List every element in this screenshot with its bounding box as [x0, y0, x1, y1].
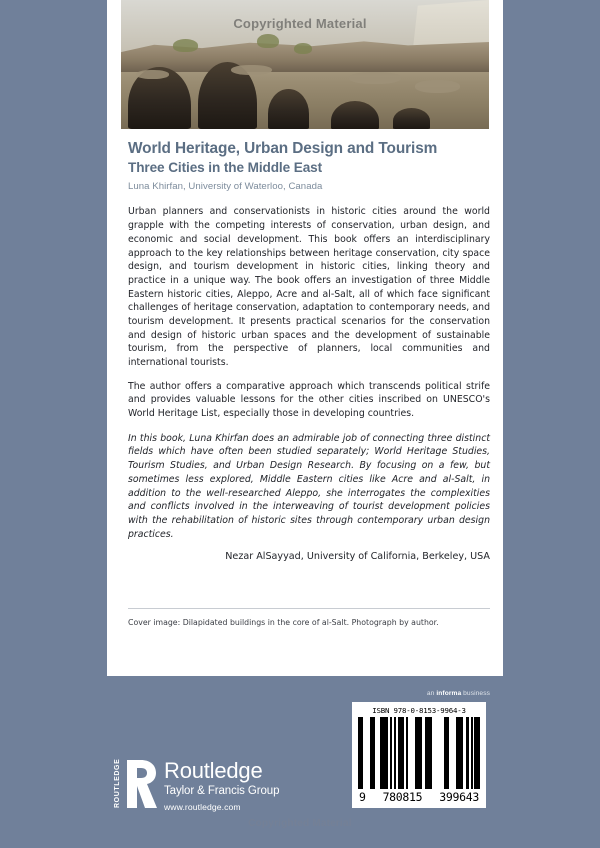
isbn-barcode — [352, 702, 486, 808]
informa-business-line — [352, 690, 490, 697]
endorsement-attribution: Nezar AlSayyad, University of California, Berkeley, USA — [225, 551, 490, 563]
blurb-paragraph-2: The author offers a comparative approach which transcends political strife and provides valuable lessons for the other cities inscribed on UNESCO's World Heritage List, especially those in developing countries. — [128, 380, 490, 420]
routledge-logo — [112, 760, 312, 815]
barcode-digit-group: 399643 — [439, 790, 479, 804]
cover-image-credit: Cover image: Dilapidated buildings in the core of al-Salt. Photograph by author. — [128, 618, 439, 627]
endorsement-quote: In this book, Luna Khirfan does an admirable job of connecting three distinct fields which have often been studied separately; World Heritage Studies, Tourism Studies, and Urban Design Research. By focusing on a few, but sometimes less explored, Middle Eastern cities like Acre and al-Salt, in addition to the well-researched Aleppo, she interrogates the complexities and conflicts involved in the interweaving of tourist development policies with the rehabilitation of historic sites through contemporary urban design practices. — [128, 432, 490, 540]
photo-rubble — [415, 80, 459, 93]
informa-suffix: business — [461, 690, 490, 697]
barcode-digit-group: 9 — [359, 790, 366, 804]
photo-vegetation — [294, 43, 312, 55]
cover-text-block — [128, 140, 490, 562]
book-back-cover-card — [107, 0, 503, 676]
barcode-digits — [358, 790, 480, 804]
informa-brand: informa — [436, 690, 462, 697]
book-subtitle: Three Cities in the Middle East — [128, 160, 323, 176]
routledge-name: Routledge — [164, 758, 263, 783]
book-author: Luna Khirfan, University of Waterloo, Canada — [128, 181, 323, 193]
routledge-wordmark — [164, 760, 279, 811]
photo-vegetation — [257, 34, 279, 48]
photo-arch-opening — [268, 89, 308, 129]
photo-rubble — [349, 72, 401, 84]
blurb-paragraph-1: Urban planners and conservationists in historic cities around the world grapple with the competing interests of conservation, urban design, and economic and social development. This book offers an interdisciplinary approach to the key relationships between heritage conservation, city space design, and tourism development in historic cities, linking theory and practice in a unique way. The book offers an investigation of three Middle Eastern historic cities, Aleppo, Acre and al-Salt, all of which face significant challenges of heritage conservation, adaptation to contemporary needs, and tourism development. It presents practical scenarios for the conservation and design of historic urban spaces and the development of sustainable tourism, from the perspective of planners, local communities and international tourists. — [128, 206, 490, 369]
photo-rubble — [231, 65, 271, 75]
photo-vegetation — [173, 39, 199, 52]
copyright-watermark-bottom: Copyrighted Material — [248, 818, 352, 829]
isbn-label: ISBN 978-0-8153-9964-3 — [372, 706, 466, 715]
photo-arch-opening — [393, 108, 430, 129]
informa-prefix: an — [426, 690, 437, 697]
barcode-bars — [358, 717, 480, 789]
routledge-group: Taylor & Francis Group — [164, 785, 280, 797]
routledge-url[interactable]: www.routledge.com — [164, 801, 241, 812]
copyright-watermark-top: Copyrighted Material — [233, 16, 367, 31]
barcode-digit-group: 780815 — [382, 790, 423, 804]
routledge-vertical-mark: ROUTLEDGE — [114, 758, 121, 808]
routledge-r-icon — [124, 758, 158, 810]
divider-rule — [128, 608, 490, 609]
photo-rubble — [136, 70, 169, 79]
book-title: World Heritage, Urban Design and Tourism — [128, 140, 438, 157]
